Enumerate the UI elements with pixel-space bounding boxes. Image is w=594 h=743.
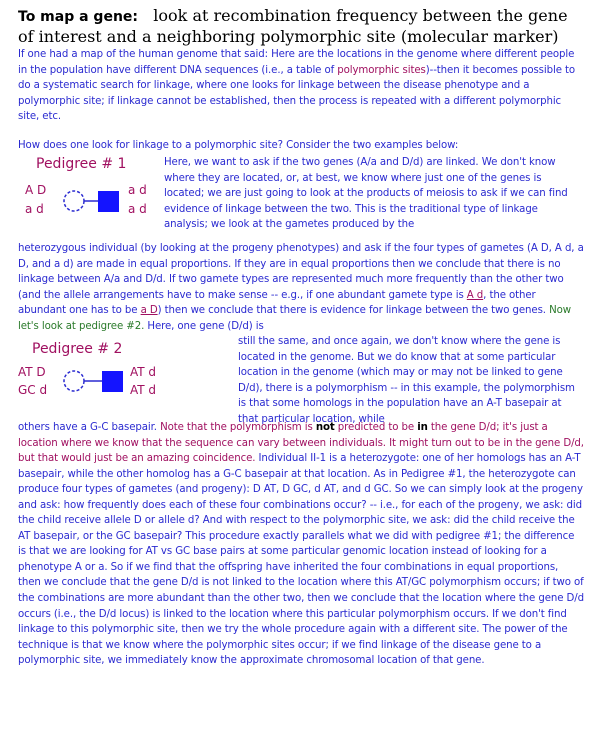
pedigree-2-left-top: AT D (18, 365, 46, 379)
male-square-icon (102, 371, 123, 392)
poly-note-d: the gene D/d; it's just a location where we know that the sequence can vary between individuals. It might turn out to be in the gene D/d, but that would just be an amazing coincidence. (18, 422, 584, 465)
poly-in: in (417, 422, 428, 433)
pedigree-1-title: Pedigree # 1 (36, 156, 127, 172)
header-bold: To map a gene: (18, 9, 139, 25)
female-circle-icon (64, 191, 84, 211)
pedigree-1-right-top: a d (128, 183, 147, 197)
intro-text-c: )--then it becomes possible to do a systematic search for linkage, where one looks for linkage between the disease phenotype and a polymorphic site; if linkage cannot be established, then the process is repeated with a different polymorphic site, etc. (18, 64, 576, 123)
poly-not: not (315, 422, 335, 433)
poly-text-a: others have a G-C basepair. (18, 422, 161, 433)
poly-note-c: predicted to be (334, 422, 418, 433)
document-header (18, 6, 588, 47)
gamete-ad: A d (466, 289, 484, 301)
poly-text-e: Individual II-1 is a heterozygote: one of her homologs has an A-T basepair, while the other homolog has a G-C basepair at that location. As in Pedigree #1, the heterozygote can produce four types of gametes (and progeny): D AT, D GC, d AT, and d GC. So we can simply look at the progeny and ask: how frequently does each of these four combinations occur? -- i.e., for each of the progeny, we ask: did the child receive allele D or allele d? And with respect to the polymorphic site, we ask: did the child receive the AT basepair, or the GC basepair? This procedure exactly parallels what we did with pedigree #1; the difference is that we are looking for AT vs GC base pairs at some particular genomic location instead of looking for a phenotype A or a. So if we find that the offspring have inherited the four combinations in equal proportions, then we conclude that the gene D/d is not linked to the location where this AT/GC polymorphism occurs; if two of the combinations are more abundant than the other two, then we conclude that the location where the gene D/d occurs (i.e., the D/d locus) is linked to the location where this particular polymorphism occurs. If we don't find linkage to this polymorphic site, then we try the whole procedure again with a different site. The power of the technique is that we know where the polymorphic sites occur; if we find linkage of the disease gene to a polymorphic site, we immediately know the approximate chromosomal location of that gene. (18, 453, 584, 667)
gamete-text-a: heterozygous individual (by looking at the progeny phenotypes) and ask if the four types of gametes (A D, A d, a D, and a d) are made in equal proportions. If they are in equal proportions then we conclude that there is no linkage between A/a and D/d. If two gamete types are represented much more frequently than the other two (and the allele arrangements have to make sense -- e.g., if one abundant gamete type is (18, 243, 584, 301)
gamete-text-c: ) then we conclude that there is evidence for linkage between the two genes. (157, 305, 550, 317)
pedigree-2-symbols (60, 364, 130, 400)
gamete-text-e: Here, one gene (D/d) is (144, 320, 264, 332)
pedigree-2-explanation: still the same, and once again, we don't know where the gene is located in the genome. But we do know that at some particular location in the genome (which may or may not be linked to gene D/d), there is a polymorphism -- in this example, the polymorphism is that some homologs in the population have an A-T basepair at that particular location, while (238, 336, 575, 425)
gamete-aD: a D (140, 305, 158, 317)
pedigree-1-symbols (60, 185, 126, 221)
pedigree-1-explanation: Here, we want to ask if the two genes (A/a and D/d) are linked. We don't know where they are located, or, at best, we know where just one of the genes is located; we are just going to look at the products of meiosis to ask if we can find evidence of linkage between the two. This is the traditional type of linkage analysis; we look at the gametes produced by the (164, 157, 568, 231)
pedigree-2-right-top: AT d (130, 365, 157, 379)
pedigree-2-intro: Now let's look at pedigree #2. (18, 305, 571, 332)
polymorphism-paragraph (18, 420, 584, 669)
intro-paragraph (18, 47, 584, 125)
male-square-icon (98, 191, 119, 212)
pedigree-1-left-top: A D (25, 183, 47, 197)
pedigree-1-left-bottom: a d (25, 202, 44, 216)
gamete-text-b: , the other abundant one has to be (18, 289, 536, 317)
pedigree-2-left-bottom: GC d (18, 383, 48, 397)
pedigree-2-title: Pedigree # 2 (32, 341, 123, 357)
pedigree-2-right-bottom: AT d (130, 383, 157, 397)
gamete-paragraph (18, 241, 584, 334)
header-rest: look at recombination frequency between the gene of interest and a neighboring polymorphic site (molecular marker) (18, 6, 568, 46)
intro-polymorphic-sites: polymorphic sites (337, 64, 426, 76)
question-paragraph: How does one look for linkage to a polymorphic site? Consider the two examples below: (18, 140, 459, 151)
intro-text-a: If one had a map of the human genome that said: Here are the locations in the genome where different people in the population have different DNA sequences (i.e., a table of (18, 49, 575, 76)
poly-note-a: Note that the polymorphism is (160, 422, 316, 433)
pedigree-1-right-bottom: a d (128, 202, 147, 216)
female-circle-icon (64, 371, 84, 391)
